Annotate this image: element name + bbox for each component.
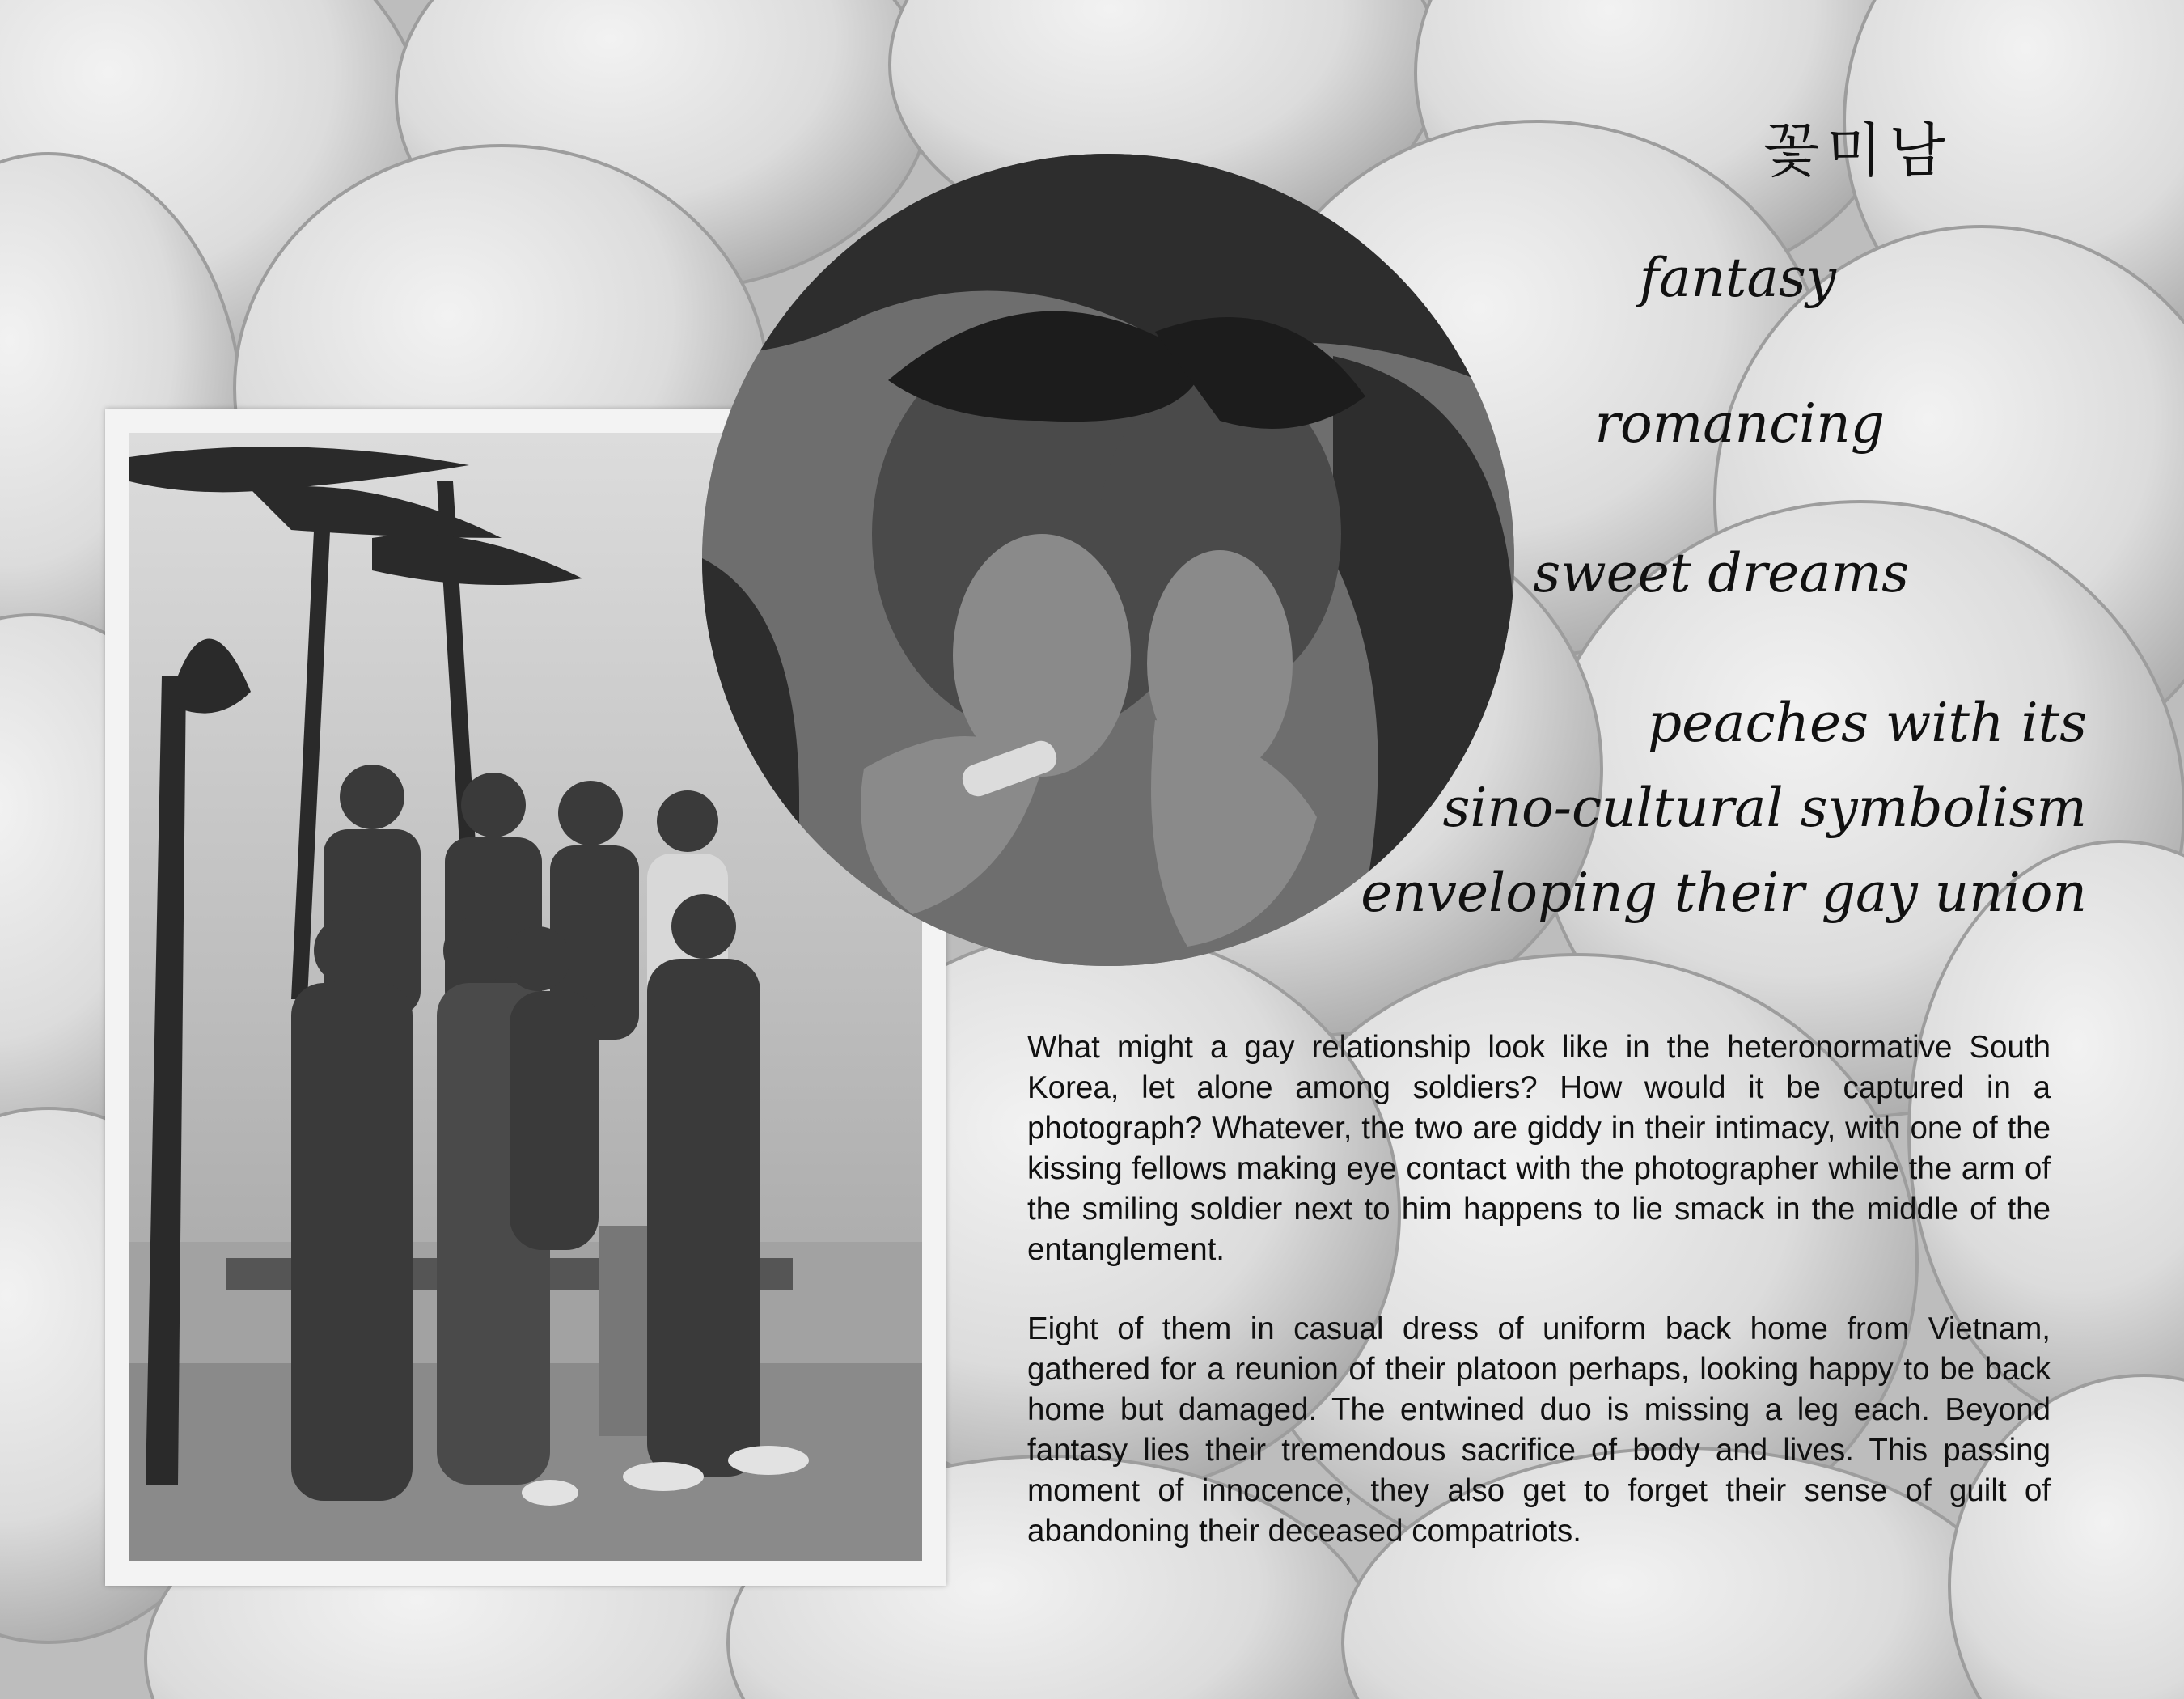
paragraph-1: What might a gay relationship look like in the heteronormative South Korea, let alone among soldiers? How would it be captured in a photograph? Whatever, the two are giddy in their intimacy, with one of the kissing fellows making eye contact with the photographer while the arm of the smiling soldier next to him happens to lie smack in the middle of the entanglement. [1027,1030,2051,1267]
poem-line-3: sweet dreams [1533,542,1909,604]
kiss-closeup-circle [702,154,1514,966]
closeup-image [702,154,1514,966]
poem-line-6: enveloping their gay union [1361,862,2087,924]
poem-line-4: peaches with its [1647,692,2087,754]
korean-title: 꽃미남 [1763,117,1952,184]
poem-line-5: sino-cultural symbolism [1442,777,2087,839]
poem-line-1: fantasy [1639,247,1836,309]
poem-line-2: romancing [1594,392,1885,455]
paragraph-2: Eight of them in casual dress of uniform back home from Vietnam, gathered for a reunion of their platoon perhaps, looking happy to be back home but damaged. The entwined duo is missing a leg each. Beyond fantasy lies their tremendous sacrifice of body and lives. This passing moment of innocence, they also get to forget their sense of guilt of abandoning their deceased compatriots. [1027,1311,2051,1549]
